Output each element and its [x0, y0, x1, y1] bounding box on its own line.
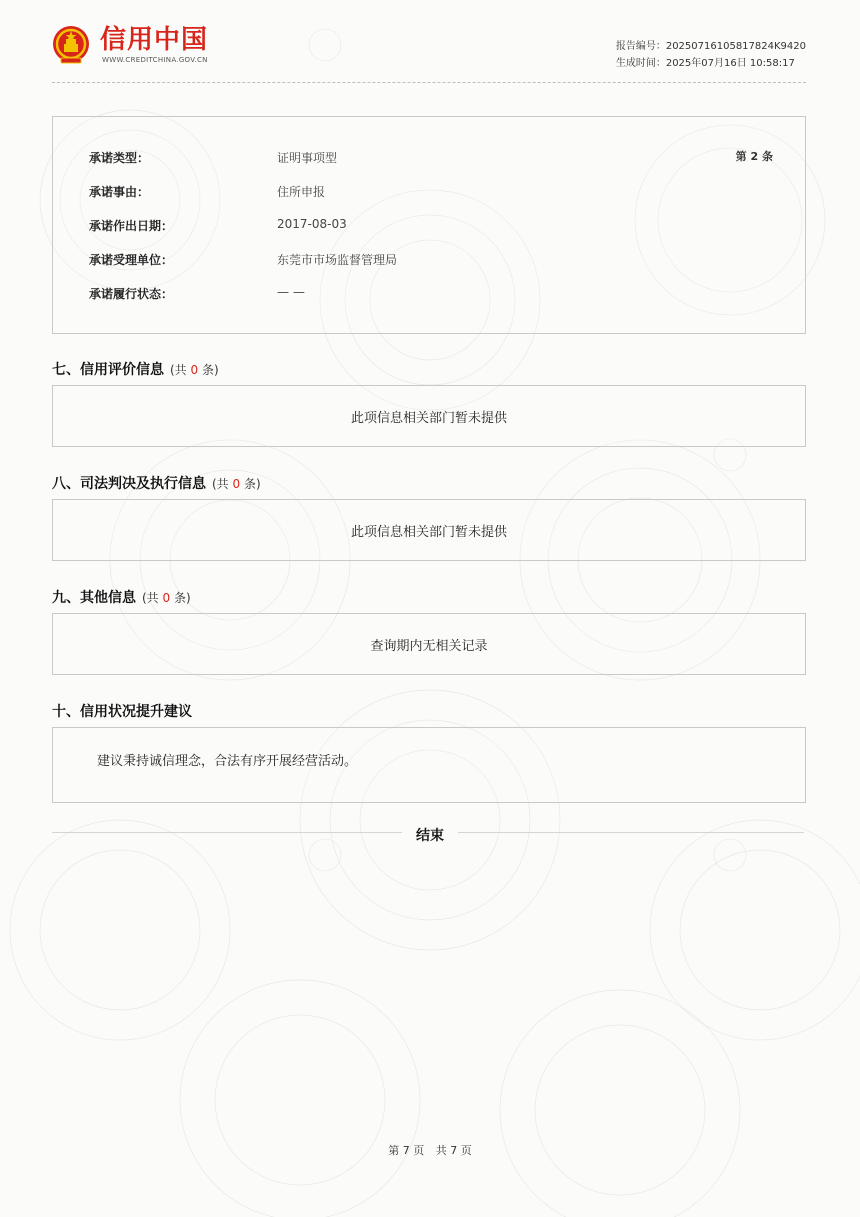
field-label: 承诺履行状态：: [89, 287, 174, 301]
header-divider: [52, 82, 806, 83]
improvement-suggestion-box: [52, 727, 806, 803]
section-title-credit-evaluation: [52, 359, 219, 379]
field-value: 证明事项型: [277, 151, 338, 165]
section-count: (共 0 条): [142, 591, 191, 605]
field-value: — —: [277, 285, 305, 299]
field-label: 承诺受理单位：: [89, 253, 174, 267]
section-title-judicial-info: [52, 473, 261, 493]
section-count: (共 0 条): [170, 363, 219, 377]
field-value: 东莞市市场监督管理局: [277, 253, 398, 267]
record-number: 第 2 条: [735, 150, 773, 163]
section-title-improvement-suggestion: [52, 701, 192, 721]
empty-message: 查询期内无相关记录: [370, 639, 488, 654]
section-count: (共 0 条): [212, 477, 261, 491]
section-title-other-info: [52, 587, 191, 607]
commitment-record-box: [52, 116, 806, 334]
brand-url: WWW.CREDITCHINA.GOV.CN: [102, 56, 208, 64]
report-header: [52, 22, 806, 82]
field-label: 承诺作出日期：: [89, 219, 174, 233]
credit-evaluation-box: [52, 385, 806, 447]
judicial-info-box: [52, 499, 806, 561]
section-title-text: 七、信用评价信息: [52, 362, 164, 378]
report-no-label: 报告编号：: [615, 41, 666, 52]
section-title-text: 十、信用状况提升建议: [52, 704, 192, 720]
national-emblem-icon: [52, 24, 90, 66]
gen-time: 2025年07月16日 10:58:17: [665, 58, 795, 69]
report-no: 2025071610581782​4K9420: [665, 41, 806, 52]
field-label: 承诺类型：: [89, 151, 150, 165]
suggestion-message: 建议秉持诚信理念，合法有序开展经营活动。: [97, 754, 358, 769]
end-label: 结束: [0, 825, 860, 845]
other-info-box: [52, 613, 806, 675]
empty-message: 此项信息相关部门暂未提供: [350, 525, 507, 540]
empty-message: 此项信息相关部门暂未提供: [350, 411, 507, 426]
field-value: 2017-08-03: [277, 217, 347, 231]
field-label: 承诺事由：: [89, 185, 150, 199]
page-number: 第 7 页: [388, 1144, 425, 1157]
page-total: 共 7 页: [435, 1144, 472, 1157]
page-footer: [0, 1142, 860, 1158]
brand-name: 信用中国: [100, 25, 209, 55]
section-title-text: 九、其他信息: [52, 590, 136, 606]
report-meta: [616, 38, 806, 72]
gen-time-label: 生成时间：: [615, 58, 666, 69]
field-value: 住所申报: [277, 185, 326, 199]
section-title-text: 八、司法判决及执行信息: [52, 476, 206, 492]
